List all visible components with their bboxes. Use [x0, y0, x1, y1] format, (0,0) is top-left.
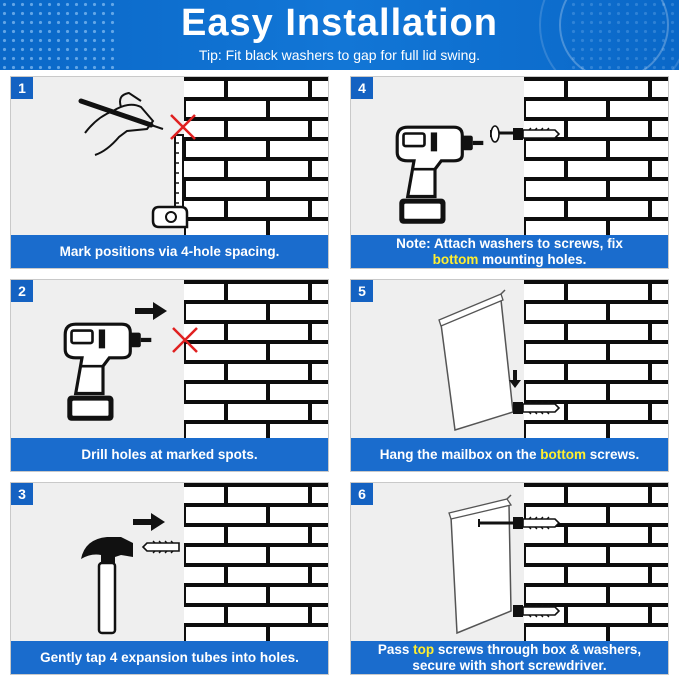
caption-text: Hang the mailbox on the: [379, 446, 541, 462]
caption-line: [380, 447, 640, 463]
caption-highlight: bottom: [432, 251, 479, 267]
expansion-tube-icon: [351, 77, 581, 237]
step-number: 5: [351, 280, 373, 302]
red-x-mark-icon: [11, 280, 211, 440]
step-caption: [351, 641, 668, 674]
step-caption: [11, 438, 328, 471]
caption-text: screws.: [585, 446, 640, 462]
step-number: 1: [11, 77, 33, 99]
caption-text: screws through box & washers,: [434, 641, 642, 657]
step-caption: [11, 641, 328, 674]
caption-highlight: top: [413, 641, 435, 657]
step-panel-6: [350, 482, 669, 675]
page-title: Easy Installation: [181, 2, 498, 44]
step-number: 4: [351, 77, 373, 99]
caption-line-1: [378, 642, 641, 658]
step-panel-3: [10, 482, 329, 675]
step-number: 3: [11, 483, 33, 505]
header-banner: [0, 0, 679, 70]
step-panel-5: [350, 279, 669, 472]
step-panel-2: [10, 279, 329, 472]
step-caption: [11, 235, 328, 268]
caption-text: Mark positions via 4-hole spacing.: [59, 243, 280, 259]
caption-text: Pass: [377, 641, 414, 657]
caption-text: Gently tap 4 expansion tubes into holes.: [40, 649, 299, 665]
step-panel-4: [350, 76, 669, 269]
expansion-tube-icon: [11, 483, 211, 643]
step-number: 2: [11, 280, 33, 302]
step-caption: [351, 438, 668, 471]
caption-text: Drill holes at marked spots.: [81, 446, 258, 462]
expansion-tube-icon: [351, 280, 671, 440]
caption-text: mounting holes.: [478, 251, 587, 267]
caption-line-2: [433, 252, 587, 268]
tip-text: Tip: Fit black washers to gap for full lid swing.: [198, 47, 481, 63]
caption-line-2: secure with short screwdriver.: [412, 657, 607, 673]
caption-highlight: bottom: [540, 446, 586, 462]
step-number: 6: [351, 483, 373, 505]
red-x-mark-icon: [11, 77, 331, 237]
expansion-tube-icon: [351, 483, 671, 643]
caption-line-1: Note: Attach washers to screws, fix: [396, 235, 623, 251]
step-panel-1: [10, 76, 329, 269]
step-caption: [351, 235, 668, 268]
